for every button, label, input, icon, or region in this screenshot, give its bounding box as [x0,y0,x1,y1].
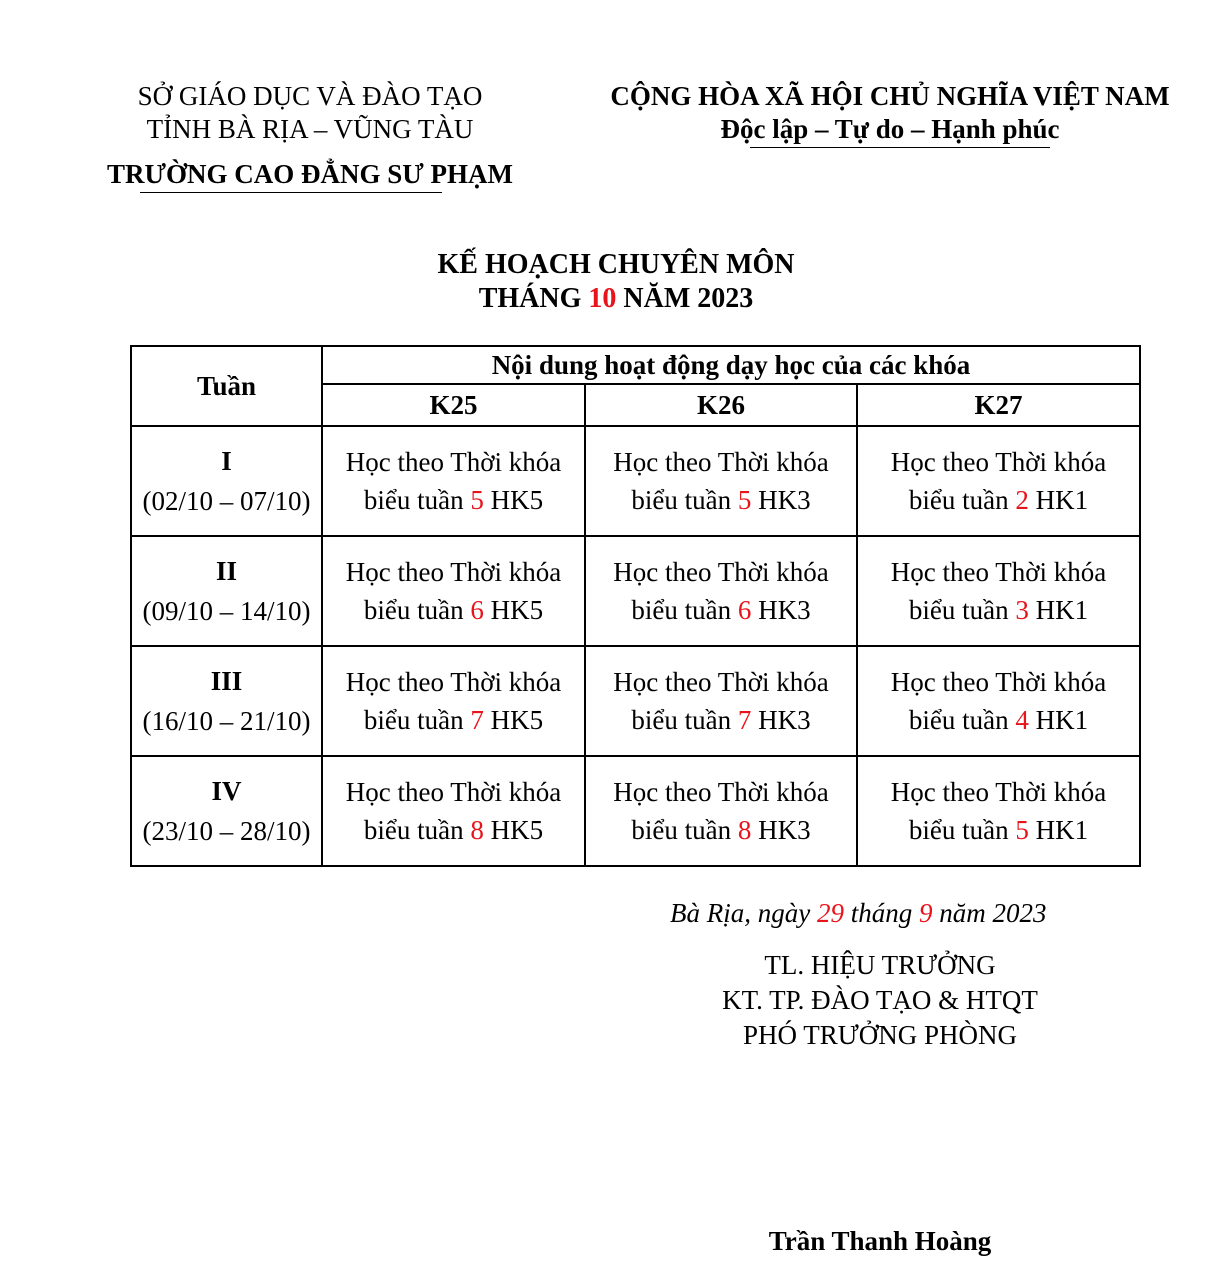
schedule-text-prefix: Học theo Thời khóa [345,777,562,807]
title-line-1: KẾ HOẠCH CHUYÊN MÔN [437,249,795,280]
schedule-text-mid: biểu tuần [631,595,732,625]
week-number: III [210,666,243,696]
title-year: NĂM 2023 [623,283,754,314]
semester-label: HK3 [758,815,811,845]
table-header-row [131,346,1140,384]
signatory-line-1: TL. HIỆU TRƯỞNG [764,950,996,980]
week-cell [131,426,322,536]
table-row [131,756,1140,866]
schedule-cell [322,646,585,756]
week-cell [131,646,322,756]
schedule-cell [857,426,1140,536]
date-month: 9 [919,898,933,928]
schedule-text-mid: biểu tuần [363,815,464,845]
schedule-cell [857,756,1140,866]
schedule-cell [585,756,857,866]
schedule-text-mid: biểu tuần [908,815,1009,845]
schedule-text-week [586,701,856,739]
schedule-text-week [858,811,1139,849]
timetable-week-number: 7 [470,705,484,735]
week-column-header: Tuần [131,346,322,426]
schedule-text-prefix: Học theo Thời khóa [890,447,1107,477]
course-header: K27 [857,384,1140,426]
schedule-cell [322,756,585,866]
timetable-week-number: 2 [1015,485,1029,515]
timetable-week-number: 6 [470,595,484,625]
schedule-text-week [586,591,856,629]
course-header: K26 [585,384,857,426]
week-date-range: (02/10 – 07/10) [142,486,311,516]
week-date-range: (23/10 – 28/10) [142,816,311,846]
schedule-text-week [323,591,584,629]
group-header: Nội dung hoạt động dạy học của các khóa [322,346,1140,384]
schedule-text-mid: biểu tuần [631,705,732,735]
semester-label: HK1 [1035,815,1089,845]
date-year: năm 2023 [939,898,1047,928]
signatory-line-2: KT. TP. ĐÀO TẠO & HTQT [722,985,1038,1015]
table-row [131,646,1140,756]
timetable-week-number: 5 [470,485,484,515]
authority-line-2: TỈNH BÀ RỊA – VŨNG TÀU [146,114,474,144]
signer-name: Trần Thanh Hoàng [768,1226,992,1256]
week-number: IV [211,776,242,806]
schedule-text-week [858,481,1139,519]
schedule-text-mid: biểu tuần [363,485,464,515]
schedule-text-prefix: Học theo Thời khóa [890,557,1107,587]
schedule-text-week [323,481,584,519]
semester-label: HK3 [758,705,811,735]
authority-line-1: SỞ GIÁO DỤC VÀ ĐÀO TẠO [137,81,483,111]
week-cell [131,756,322,866]
schedule-cell [585,646,857,756]
national-header [585,80,1195,146]
timetable-week-number: 4 [1015,705,1029,735]
week-number: I [221,446,232,476]
timetable-week-number: 7 [737,705,752,735]
timetable-week-number: 6 [737,595,752,625]
timetable-week-number: 5 [1015,815,1029,845]
school-underline [140,192,442,193]
table-row [131,536,1140,646]
semester-label: HK1 [1035,485,1089,515]
signing-date [670,898,1100,929]
schedule-text-prefix: Học theo Thời khóa [345,667,562,697]
schedule-text-prefix: Học theo Thời khóa [345,447,562,477]
schedule-text-mid: biểu tuần [631,485,732,515]
week-cell [131,536,322,646]
schedule-text-prefix: Học theo Thời khóa [613,447,829,477]
signatory-block [660,948,1100,1053]
schedule-text-week [323,811,584,849]
schedule-text-prefix: Học theo Thời khóa [613,667,829,697]
schedule-cell [585,426,857,536]
schedule-text-week [858,701,1139,739]
schedule-text-week [323,701,584,739]
schedule-cell [322,426,585,536]
date-day: 29 [816,898,844,928]
schedule-text-week [586,811,856,849]
schedule-text-prefix: Học theo Thời khóa [890,667,1107,697]
schedule-text-week [586,481,856,519]
semester-label: HK5 [490,705,544,735]
schedule-text-mid: biểu tuần [631,815,732,845]
timetable-week-number: 8 [737,815,752,845]
semester-label: HK5 [490,815,544,845]
motto-underline [750,147,1050,148]
date-month-word: tháng [850,898,913,928]
semester-label: HK3 [758,595,811,625]
schedule-cell [857,646,1140,756]
schedule-text-mid: biểu tuần [908,595,1009,625]
schedule-text-prefix: Học theo Thời khóa [890,777,1107,807]
schedule-text-prefix: Học theo Thời khóa [345,557,562,587]
semester-label: HK5 [490,595,544,625]
schedule-text-prefix: Học theo Thời khóa [613,777,829,807]
country-name: CỘNG HÒA XÃ HỘI CHỦ NGHĨA VIỆT NAM [610,81,1170,111]
schedule-text-mid: biểu tuần [908,485,1009,515]
signatory-line-3: PHÓ TRƯỞNG PHÒNG [743,1020,1017,1050]
title-month: 10 [588,283,617,314]
timetable-week-number: 8 [470,815,484,845]
timetable-week-number: 3 [1015,595,1029,625]
course-header: K25 [322,384,585,426]
schedule-cell [857,536,1140,646]
schedule-cell [322,536,585,646]
schedule-text-week [858,591,1139,629]
semester-label: HK1 [1035,705,1089,735]
schedule-text-mid: biểu tuần [908,705,1009,735]
national-motto: Độc lập – Tự do – Hạnh phúc [720,114,1060,144]
document-title [0,248,1232,316]
week-number: II [215,556,237,586]
week-date-range: (16/10 – 21/10) [142,706,311,736]
plan-table [130,345,1141,867]
semester-label: HK5 [490,485,544,515]
date-place: Bà Rịa, ngày [670,898,811,928]
schedule-text-mid: biểu tuần [363,705,464,735]
title-month-prefix: THÁNG [478,283,582,314]
semester-label: HK3 [758,485,811,515]
timetable-week-number: 5 [737,485,752,515]
schedule-text-mid: biểu tuần [363,595,464,625]
schedule-cell [585,536,857,646]
schedule-text-prefix: Học theo Thời khóa [613,557,829,587]
semester-label: HK1 [1035,595,1089,625]
table-row [131,426,1140,536]
title-line-2 [0,282,1232,316]
school-name: TRƯỜNG CAO ĐẲNG SƯ PHẠM [107,159,513,189]
issuing-authority [80,80,540,191]
week-date-range: (09/10 – 14/10) [142,596,311,626]
